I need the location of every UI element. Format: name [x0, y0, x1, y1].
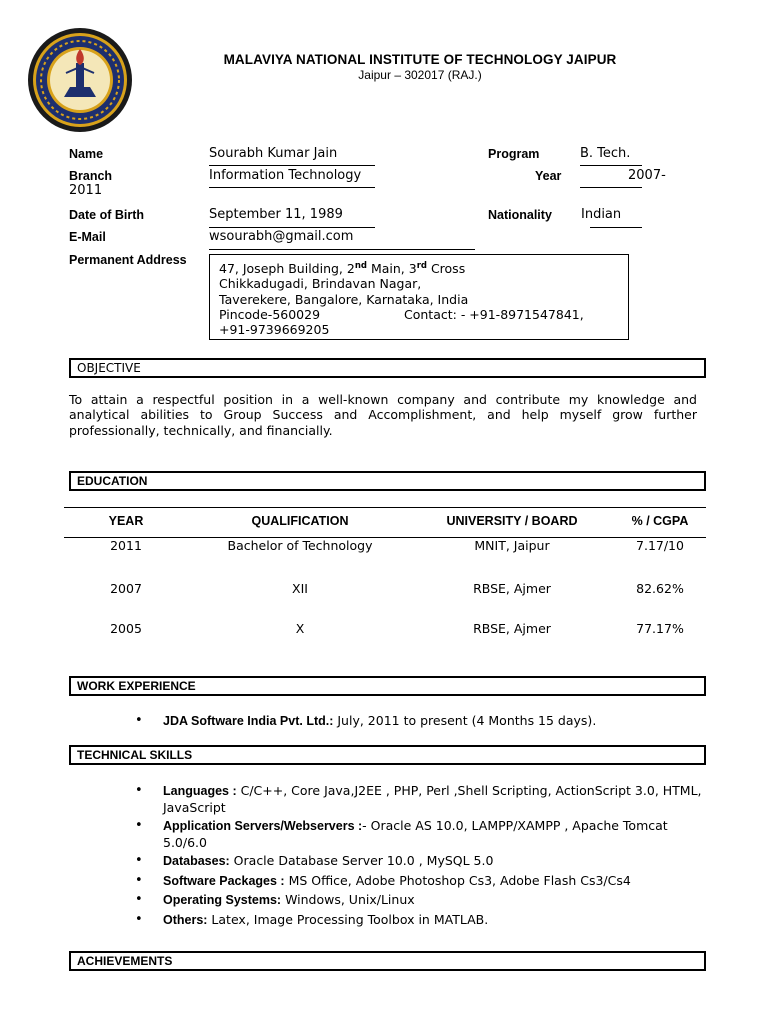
email-label: E-Mail — [69, 230, 106, 244]
bullet-icon: • — [135, 818, 143, 833]
branch-label: Branch — [69, 169, 113, 183]
institute-name: MALAVIYA NATIONAL INSTITUTE OF TECHNOLOGY JAIPUR — [223, 52, 617, 67]
edu-col-cgpa: % / CGPA — [631, 514, 689, 528]
table-row-3-qualification: X — [295, 621, 305, 636]
bullet-icon: • — [135, 892, 143, 907]
year-label: Year — [535, 169, 562, 183]
table-row-1-cgpa: 7.17/10 — [636, 538, 684, 553]
list-item: • Others: Latex, Image Processing Toolbox in MATLAB. — [135, 911, 489, 927]
work-list — [135, 713, 710, 733]
table-row-2-university: RBSE, Ajmer — [473, 581, 551, 596]
bullet-icon: • — [135, 911, 143, 927]
program-underline — [580, 165, 642, 166]
address-line-3: Taverekere, Bangalore, Karnataka, India — [219, 291, 469, 307]
nationality-label: Nationality — [488, 208, 552, 222]
dob-value: September 11, 1989 — [209, 207, 343, 222]
address-line-4: Pincode-560029 Contact: - +91-8971547841, — [219, 306, 584, 322]
dob-label: Date of Birth — [69, 208, 144, 222]
address-label: Permanent Address — [69, 253, 187, 267]
work-heading: WORK EXPERIENCE — [69, 676, 706, 696]
list-item: • Software Packages : MS Office, Adobe Photoshop Cs3, Adobe Flash Cs3/Cs4 — [135, 872, 631, 888]
table-row-2-year: 2007 — [110, 581, 142, 596]
table-row-3-university: RBSE, Ajmer — [473, 621, 551, 636]
dob-underline — [209, 227, 375, 228]
table-row-3-cgpa: 77.17% — [636, 621, 684, 636]
skills-heading: TECHNICAL SKILLS — [69, 745, 706, 765]
list-item: • Operating Systems: Windows, Unix/Linux — [135, 892, 415, 907]
table-row-1-university: MNIT, Jaipur — [474, 538, 550, 553]
year-end: 2011 — [69, 183, 103, 198]
table-row-1-year: 2011 — [110, 538, 142, 553]
edu-col-qualification: QUALIFICATION — [251, 514, 349, 528]
branch-underline — [209, 187, 375, 188]
achievements-heading: ACHIEVEMENTS — [69, 951, 706, 971]
name-underline — [209, 165, 375, 166]
bullet-icon: • — [135, 853, 143, 868]
name-value: Sourabh Kumar Jain — [209, 146, 338, 161]
name-label: Name — [69, 147, 104, 161]
objective-text: To attain a respectful position in a well-known company and contribute my knowledge and analytical abilities to Group Success and Accomplishment, and help myself grow further professionally, technically, and financially. — [69, 392, 697, 438]
table-row-2-cgpa: 82.62% — [636, 581, 684, 596]
education-table-top-rule — [64, 507, 706, 508]
email-value: wsourabh@gmail.com — [209, 229, 354, 244]
address-line-2: Chikkadugadi, Brindavan Nagar, — [219, 276, 422, 292]
bullet-icon: • — [135, 713, 143, 728]
year-start: 2007- — [628, 168, 666, 183]
program-value: B. Tech. — [580, 146, 631, 161]
skills-list — [135, 783, 710, 931]
institute-address: Jaipur – 302017 (RAJ.) — [358, 68, 482, 82]
education-heading: EDUCATION — [69, 471, 706, 491]
edu-col-university: UNIVERSITY / BOARD — [446, 514, 578, 528]
address-line-5: +91-9739669205 — [219, 322, 330, 338]
year-underline — [580, 187, 642, 188]
edu-col-year: YEAR — [108, 514, 144, 528]
bullet-icon: • — [135, 872, 143, 888]
table-row-3-year: 2005 — [110, 621, 142, 636]
list-item: • Application Servers/Webservers :- Oracle AS 10.0, LAMPP/XAMPP , Apache Tomcat 5.0/6.0 — [135, 818, 668, 850]
table-row-1-qualification: Bachelor of Technology — [227, 538, 373, 553]
address-line-1: 47, Joseph Building, 2nd Main, 3rd Cross — [219, 261, 466, 276]
objective-heading: OBJECTIVE — [69, 358, 706, 378]
list-item: • Databases: Oracle Database Server 10.0 , MySQL 5.0 — [135, 853, 494, 868]
program-label: Program — [488, 147, 540, 161]
nationality-value: Indian — [581, 207, 622, 222]
table-row-2-qualification: XII — [292, 581, 308, 596]
email-underline — [209, 249, 475, 250]
nationality-underline — [590, 227, 642, 228]
bullet-icon: • — [135, 783, 143, 798]
institute-logo — [24, 27, 136, 133]
list-item: • Languages : C/C++, Core Java,J2EE , PHP, Perl ,Shell Scripting, ActionScript 3.0, HTML, JavaScript — [135, 783, 702, 815]
branch-value: Information Technology — [209, 168, 362, 183]
address-box — [209, 254, 629, 340]
list-item: • JDA Software India Pvt. Ltd.: July, 2011 to present (4 Months 15 days). — [135, 713, 597, 728]
